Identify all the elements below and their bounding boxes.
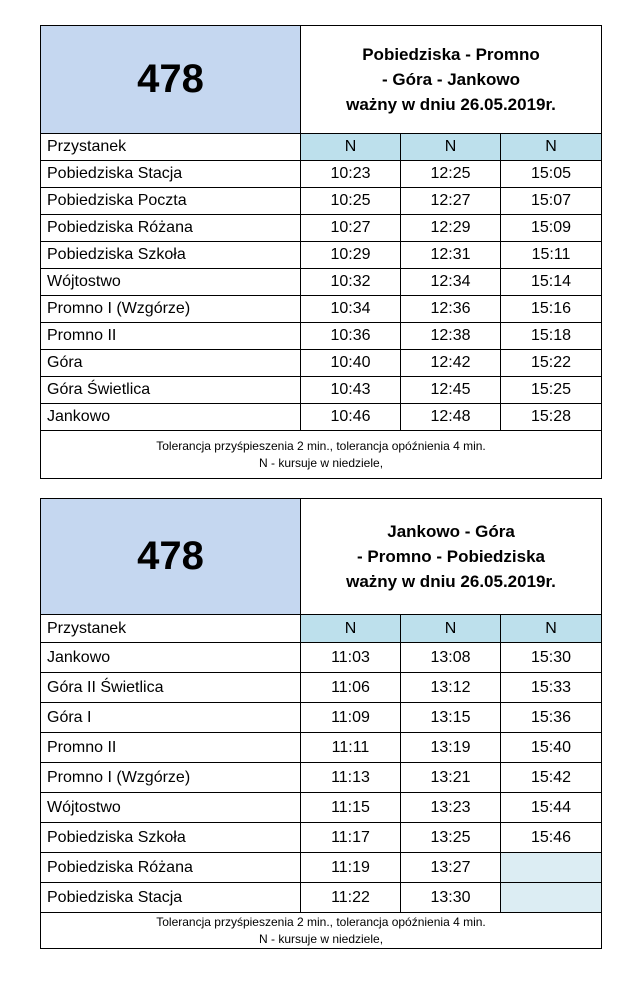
stop-name: Promno I (Wzgórze) xyxy=(41,763,301,793)
table-row xyxy=(41,350,602,377)
timetable-notes xyxy=(41,431,602,479)
title-line: - Góra - Jankowo xyxy=(382,70,520,89)
departure-time: 13:25 xyxy=(401,823,501,853)
departure-time: 15:33 xyxy=(501,673,602,703)
departure-time: 13:15 xyxy=(401,703,501,733)
departure-time: 15:44 xyxy=(501,793,602,823)
table-row xyxy=(41,377,602,404)
table-row xyxy=(41,215,602,242)
departure-time: 13:08 xyxy=(401,643,501,673)
stop-name: Wójtostwo xyxy=(41,793,301,823)
timetable-notes xyxy=(41,913,602,949)
departure-time: 10:34 xyxy=(301,296,401,323)
departure-time: 10:29 xyxy=(301,242,401,269)
table-row xyxy=(41,883,602,913)
departure-time: 15:11 xyxy=(501,242,602,269)
departure-time: 10:43 xyxy=(301,377,401,404)
departure-time: 11:03 xyxy=(301,643,401,673)
departure-time: 10:23 xyxy=(301,161,401,188)
table-row xyxy=(41,296,602,323)
departure-time: 13:19 xyxy=(401,733,501,763)
departure-time: 15:05 xyxy=(501,161,602,188)
departure-time: 11:06 xyxy=(301,673,401,703)
stop-column-header: Przystanek xyxy=(41,615,301,643)
departure-time: 15:40 xyxy=(501,733,602,763)
route-title xyxy=(301,499,602,615)
course-header: N xyxy=(401,134,501,161)
departure-time: 15:36 xyxy=(501,703,602,733)
stop-name: Pobiedziska Stacja xyxy=(41,883,301,913)
course-header: N xyxy=(501,134,602,161)
title-line: - Promno - Pobiedziska xyxy=(357,547,545,566)
table-row xyxy=(41,643,602,673)
table-row xyxy=(41,733,602,763)
table-row xyxy=(41,161,602,188)
departure-time: 12:27 xyxy=(401,188,501,215)
departure-time: 15:25 xyxy=(501,377,602,404)
departure-time: 12:38 xyxy=(401,323,501,350)
departure-time: 11:22 xyxy=(301,883,401,913)
title-line: Jankowo - Góra xyxy=(387,522,515,541)
departure-time: 12:45 xyxy=(401,377,501,404)
stop-name: Pobiedziska Różana xyxy=(41,215,301,242)
title-line: ważny w dniu 26.05.2019r. xyxy=(346,95,556,114)
note-line: N - kursuje w niedziele, xyxy=(258,931,384,946)
stop-name: Promno II xyxy=(41,733,301,763)
table-row xyxy=(41,404,602,431)
departure-time: 12:48 xyxy=(401,404,501,431)
departure-time: 13:21 xyxy=(401,763,501,793)
departure-time: 13:23 xyxy=(401,793,501,823)
course-header: N xyxy=(501,615,602,643)
table-row xyxy=(41,853,602,883)
table-row xyxy=(41,188,602,215)
table-row xyxy=(41,823,602,853)
table-row xyxy=(41,323,602,350)
departure-time: 10:36 xyxy=(301,323,401,350)
course-header: N xyxy=(401,615,501,643)
note-line: Tolerancja przyśpieszenia 2 min., tolerancja opóźnienia 4 min. xyxy=(156,438,486,453)
departure-time: 15:42 xyxy=(501,763,602,793)
table-row xyxy=(41,242,602,269)
departure-time: 12:36 xyxy=(401,296,501,323)
timetable-return xyxy=(40,498,601,949)
header-row xyxy=(41,615,602,643)
stop-name: Góra II Świetlica xyxy=(41,673,301,703)
stop-name: Jankowo xyxy=(41,404,301,431)
route-number: 478 xyxy=(41,26,301,134)
departure-time: 11:15 xyxy=(301,793,401,823)
departure-time: 11:17 xyxy=(301,823,401,853)
departure-time: 15:16 xyxy=(501,296,602,323)
departure-time: 12:34 xyxy=(401,269,501,296)
note-line: N - kursuje w niedziele, xyxy=(258,455,384,470)
stop-name: Góra Świetlica xyxy=(41,377,301,404)
departure-time: 11:19 xyxy=(301,853,401,883)
departure-time: 10:32 xyxy=(301,269,401,296)
stop-column-header: Przystanek xyxy=(41,134,301,161)
stop-name: Pobiedziska Szkoła xyxy=(41,823,301,853)
stop-name: Pobiedziska Różana xyxy=(41,853,301,883)
departure-time: 11:11 xyxy=(301,733,401,763)
stop-name: Pobiedziska Stacja xyxy=(41,161,301,188)
empty-cell xyxy=(501,853,602,883)
stop-name: Góra I xyxy=(41,703,301,733)
departure-time: 15:28 xyxy=(501,404,602,431)
departure-time: 15:46 xyxy=(501,823,602,853)
stop-name: Promno II xyxy=(41,323,301,350)
departure-time: 15:18 xyxy=(501,323,602,350)
route-number: 478 xyxy=(41,499,301,615)
departure-time: 12:29 xyxy=(401,215,501,242)
departure-time: 13:12 xyxy=(401,673,501,703)
departure-time: 15:30 xyxy=(501,643,602,673)
title-line: Pobiedziska - Promno xyxy=(362,45,540,64)
stop-name: Wójtostwo xyxy=(41,269,301,296)
departure-time: 10:40 xyxy=(301,350,401,377)
table-row xyxy=(41,673,602,703)
departure-time: 11:13 xyxy=(301,763,401,793)
stop-name: Pobiedziska Poczta xyxy=(41,188,301,215)
departure-time: 10:25 xyxy=(301,188,401,215)
timetable-outbound xyxy=(40,25,601,479)
table-row xyxy=(41,763,602,793)
departure-time: 10:27 xyxy=(301,215,401,242)
header-row xyxy=(41,134,602,161)
departure-time: 15:14 xyxy=(501,269,602,296)
departure-time: 12:42 xyxy=(401,350,501,377)
departure-time: 15:22 xyxy=(501,350,602,377)
note-line: Tolerancja przyśpieszenia 2 min., tolerancja opóźnienia 4 min. xyxy=(156,914,486,929)
table-row xyxy=(41,793,602,823)
table-row xyxy=(41,703,602,733)
route-title xyxy=(301,26,602,134)
table-row xyxy=(41,269,602,296)
stop-name: Jankowo xyxy=(41,643,301,673)
title-line: ważny w dniu 26.05.2019r. xyxy=(346,572,556,591)
empty-cell xyxy=(501,883,602,913)
departure-time: 13:27 xyxy=(401,853,501,883)
departure-time: 13:30 xyxy=(401,883,501,913)
departure-time: 12:31 xyxy=(401,242,501,269)
stop-name: Góra xyxy=(41,350,301,377)
departure-time: 15:07 xyxy=(501,188,602,215)
departure-time: 11:09 xyxy=(301,703,401,733)
stop-name: Pobiedziska Szkoła xyxy=(41,242,301,269)
departure-time: 12:25 xyxy=(401,161,501,188)
stop-name: Promno I (Wzgórze) xyxy=(41,296,301,323)
departure-time: 15:09 xyxy=(501,215,602,242)
departure-time: 10:46 xyxy=(301,404,401,431)
course-header: N xyxy=(301,615,401,643)
course-header: N xyxy=(301,134,401,161)
